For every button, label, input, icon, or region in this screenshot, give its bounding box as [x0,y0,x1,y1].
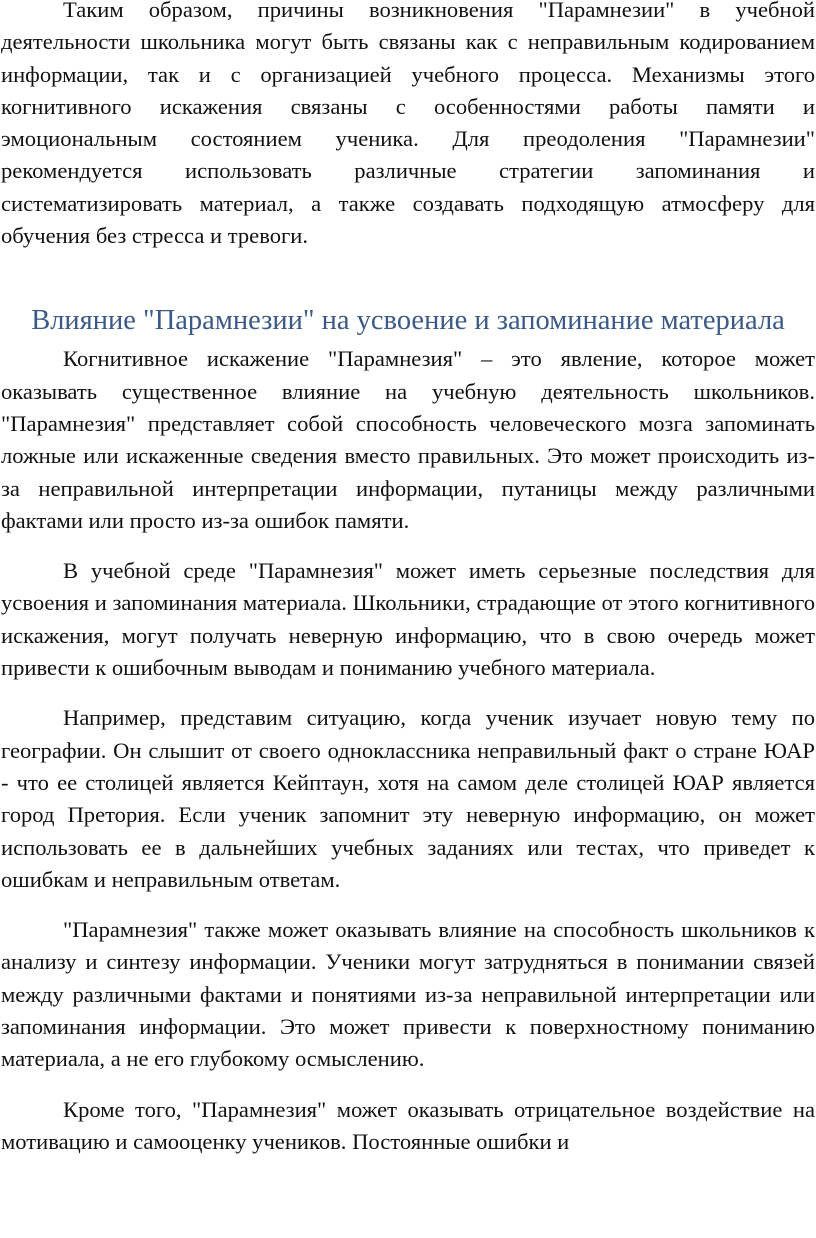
body-paragraph-3: Например, представим ситуацию, когда ученик изучает новую тему по географии. Он слышит от своего одноклассника неправильный факт о стране ЮАР - что ее столицей является Кейптаун, хотя на самом деле столицей ЮАР является город Претория. Если ученик запомнит эту неверную информацию, он может использовать ее в дальнейших учебных заданиях или тестах, что приведет к ошибкам и неправильным ответам. [1,705,815,892]
intro-paragraph: Таким образом, причины возникновения "Парамнезии" в учебной деятельности школьника могут быть связаны как с неправильным кодированием информации, так и с организацией учебного процесса. Механизмы этого когнитивного искажения связаны с особенностями работы памяти и эмоциональным состоянием ученика. Для преодоления "Парамнезии" рекомендуется использовать различные стратегии запоминания и систематизировать материал, а также создавать подходящую атмосферу для обучения без стресса и тревоги. [1,0,815,249]
body-paragraph-2: В учебной среде "Парамнезия" может иметь серьезные последствия для усвоения и запоминания материала. Школьники, страдающие от этого когнитивного искажения, могут получать неверную информацию, что в свою очередь может привести к ошибочным выводам и пониманию учебного материала. [1,558,815,681]
body-paragraph-5: Кроме того, "Парамнезия" может оказывать отрицательное воздействие на мотивацию и самооценку учеников. Постоянные ошибки и [1,1096,815,1154]
body-paragraph-1: Когнитивное искажение "Парамнезия" – это явление, которое может оказывать существенное влияние на учебную деятельность школьников. "Парамнезия" представляет собой способность человеческого мозга запоминать ложные или искаженные сведения вместо правильных. Это может происходить из-за неправильной интерпретации информации, путаницы между различными фактами или просто из-за ошибок памяти. [1,346,815,533]
section-spacer [1,252,815,302]
body-paragraph-4: "Парамнезия" также может оказывать влияние на способность школьников к анализу и синтезу информации. Ученики могут затрудняться в понимании связей между различными фактами и понятиями из-за неправильной интерпретации или запоминания информации. Это может привести к поверхностному пониманию материала, а не его глубокому осмыслению. [1,917,815,1072]
section-heading: Влияние "Парамнезии" на усвоение и запоминание материала [31,305,785,337]
